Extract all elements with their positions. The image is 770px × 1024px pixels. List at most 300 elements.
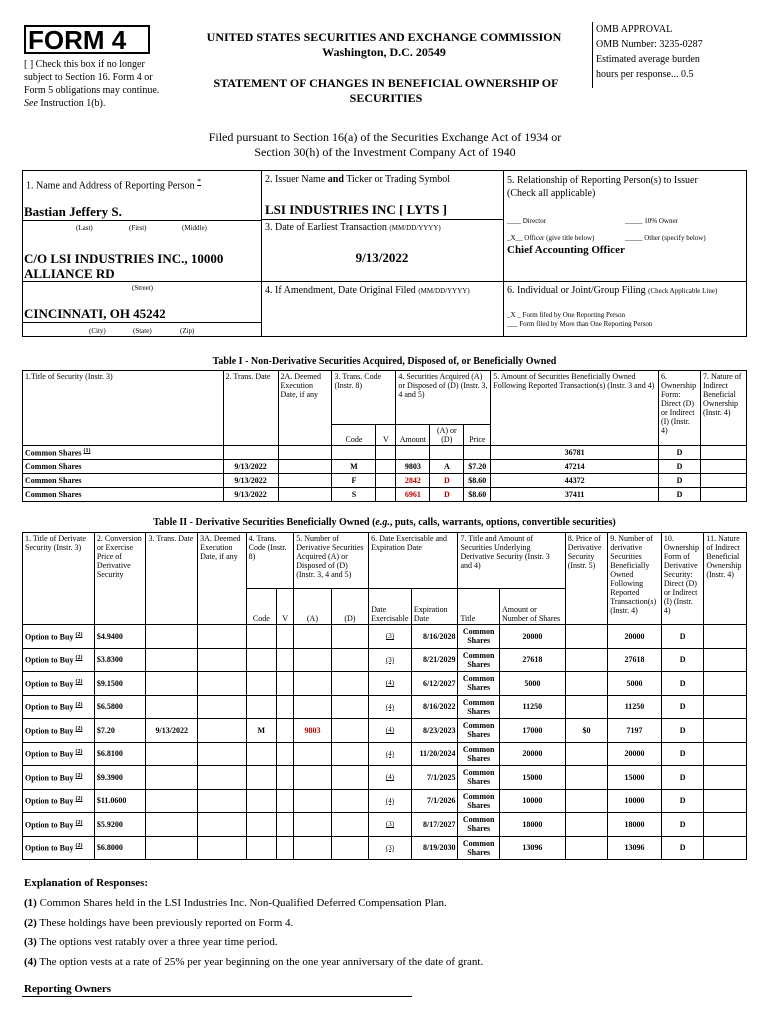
t2-h4: 4. Trans. Code (Instr. 8) <box>246 533 294 589</box>
t2-price <box>94 789 146 813</box>
t2-form-text: D <box>679 725 686 735</box>
t2-exp <box>411 672 458 696</box>
t2-exer <box>369 836 412 860</box>
filed-pursuant-1: Filed pursuant to Section 16(a) of the Securities Exchange Act of 1934 or <box>208 130 562 144</box>
t2-h7: 7. Title and Amount of Securities Underlying Derivative Security (Instr. 3 and 4) <box>458 533 565 589</box>
t2-owned-text: 18000 <box>624 819 645 829</box>
t1-nature <box>700 474 746 488</box>
t2-deemed <box>198 789 247 813</box>
t2-nature <box>704 648 747 672</box>
t1-date-text: 9/13/2022 <box>234 476 267 485</box>
agency-name: UNITED STATES SECURITIES AND EXCHANGE COMMISSION <box>206 30 562 44</box>
t1-sub-v: V <box>376 425 396 446</box>
t2-d <box>331 648 368 672</box>
explanation-num: (1) <box>24 897 37 909</box>
t2-code <box>246 742 276 766</box>
t1-amount-text: 9803 <box>404 462 421 471</box>
t2-date <box>146 695 198 719</box>
t2-price-text: $6.8100 <box>96 749 123 759</box>
t2-owned <box>608 742 662 766</box>
t2-a <box>294 789 331 813</box>
t1-h4: 4. Securities Acquired (A) or Disposed of (D) (Instr. 3, 4 and 5) <box>396 371 491 425</box>
table2-row <box>23 625 747 649</box>
t2-owned-text: 13096 <box>624 843 645 853</box>
t1-price-text: $8.60 <box>468 490 487 499</box>
check-box-text: [ ] Check this box if no longer subject to Section 16. Form 4 or Form 5 obligations may continue. <box>24 59 160 96</box>
t2-amt <box>499 742 565 766</box>
t2-amt-text: 11250 <box>522 702 543 712</box>
t2-owned <box>608 789 662 813</box>
t2-exp <box>411 648 458 672</box>
footnote-link[interactable]: (2) <box>75 702 83 709</box>
table2-row <box>23 695 747 719</box>
t1-owned-text: 36781 <box>564 448 585 457</box>
issuer-name: LSI INDUSTRIES INC [ LYTS ] <box>265 202 447 217</box>
t2-v <box>277 695 294 719</box>
t1-form <box>658 474 700 488</box>
t2-nature <box>704 719 747 743</box>
t2-d <box>331 625 368 649</box>
t2-amt <box>499 789 565 813</box>
t1-ad <box>430 488 464 502</box>
exercisable-footnote-link[interactable]: (3) <box>385 632 395 641</box>
t1-price <box>464 446 491 460</box>
t2-amt-text: 20000 <box>522 749 543 759</box>
t2-exp <box>411 695 458 719</box>
table1-row <box>23 460 747 474</box>
t2-form <box>661 836 704 860</box>
t2-price-text: $11.0600 <box>96 796 127 806</box>
t2-deemed <box>198 742 247 766</box>
t2-deemed <box>198 766 247 790</box>
t2-a <box>294 813 331 837</box>
t1-sub-amount: Amount <box>396 425 430 446</box>
t1-nature <box>700 446 746 460</box>
t2-ut-text: Common Shares <box>462 674 495 693</box>
filed-pursuant-2: Section 30(h) of the Investment Company Act of 1940 <box>254 145 516 159</box>
first-label: (First) <box>129 224 147 232</box>
footnote-link[interactable]: (1) <box>83 448 91 455</box>
exercisable-footnote-link[interactable]: (4) <box>385 726 395 735</box>
exercisable-footnote-link[interactable]: (4) <box>385 796 395 805</box>
t2-amt <box>499 648 565 672</box>
t2-exer <box>369 789 412 813</box>
exercisable-footnote-link[interactable]: (4) <box>385 702 395 711</box>
table1-row <box>23 488 747 502</box>
instruction-ref: Instruction 1(b). <box>40 98 106 109</box>
t2-exp-text: 7/1/2026 <box>427 796 456 806</box>
t1-ad-text: A <box>443 462 450 471</box>
t2-p8 <box>565 766 608 790</box>
t1-date <box>223 474 278 488</box>
t1-sub-code: Code <box>332 425 376 446</box>
t2-owned <box>608 766 662 790</box>
t2-sub-d: (D) <box>331 589 368 625</box>
t2-title-text: Option to Buy <box>25 773 74 783</box>
t2-title <box>23 625 95 649</box>
t2-amt-text: 15000 <box>522 772 543 782</box>
t2-a <box>294 719 331 743</box>
t2-ut <box>458 836 499 860</box>
table2-row <box>23 672 747 696</box>
t2-nature <box>704 672 747 696</box>
omb-approval: OMB APPROVAL <box>596 24 673 35</box>
omb-box <box>596 22 756 82</box>
exercisable-footnote-link[interactable]: (3) <box>385 655 395 664</box>
box4-label: 4. If Amendment, Date Original Filed (MM/DD/YYYY) <box>265 285 470 296</box>
t1-h6: 6. Ownership Form: Direct (D) or Indirect (I) (Instr. 4) <box>658 371 700 446</box>
ten-pct-owner-option: _____ 10% Owner <box>625 217 678 225</box>
t1-title <box>23 474 224 488</box>
t2-code <box>246 813 276 837</box>
t1-h2a: 2A. Deemed Execution Date, if any <box>278 371 332 446</box>
t2-p8 <box>565 789 608 813</box>
footnote-link[interactable]: (2) <box>75 843 83 850</box>
t2-ut-text: Common Shares <box>462 721 495 740</box>
t2-amt <box>499 672 565 696</box>
t2-v <box>277 836 294 860</box>
footnote-link[interactable]: (2) <box>75 655 83 662</box>
footnote-link[interactable]: (2) <box>75 772 83 779</box>
t2-exer <box>369 625 412 649</box>
t2-v <box>277 625 294 649</box>
footnote-star-link[interactable]: * <box>197 177 202 186</box>
t2-p8 <box>565 813 608 837</box>
reporting-city: CINCINNATI, OH 45242 <box>24 306 166 321</box>
t2-deemed <box>198 836 247 860</box>
t2-amt-text: 18000 <box>522 819 543 829</box>
table2-row <box>23 766 747 790</box>
t2-amt <box>499 836 565 860</box>
t2-p8 <box>565 625 608 649</box>
exercisable-footnote-link[interactable]: (3) <box>385 843 395 852</box>
statement-title: STATEMENT OF CHANGES IN BENEFICIAL OWNERSHIP OF SECURITIES <box>213 76 559 105</box>
t1-h1: 1.Title of Security (Instr. 3) <box>23 371 224 446</box>
t2-form <box>661 672 704 696</box>
t2-v <box>277 766 294 790</box>
t2-exer <box>369 813 412 837</box>
t2-price <box>94 742 146 766</box>
t2-p8 <box>565 648 608 672</box>
t2-exp <box>411 813 458 837</box>
t2-ut-text: Common Shares <box>462 744 495 763</box>
t2-sub-a: (A) <box>294 589 331 625</box>
t2-deemed <box>198 719 247 743</box>
t2-a <box>294 742 331 766</box>
last-label: (Last) <box>76 224 93 232</box>
t2-amt <box>499 813 565 837</box>
reporting-person-name: Bastian Jeffery S. <box>24 204 122 219</box>
t1-nature <box>700 460 746 474</box>
t1-date <box>223 446 278 460</box>
t1-sub-ad: (A) or (D) <box>430 425 464 446</box>
t2-h1: 1. Title of Derivate Security (Instr. 3) <box>23 533 95 625</box>
t2-date <box>146 625 198 649</box>
footnote-link[interactable]: (2) <box>75 819 83 826</box>
footnote-link[interactable]: (2) <box>75 725 83 732</box>
t2-d <box>331 813 368 837</box>
t2-amt-text: 27618 <box>522 655 543 665</box>
footnote-link[interactable]: (2) <box>75 631 83 638</box>
t2-title <box>23 695 95 719</box>
t1-price <box>464 474 491 488</box>
t2-exp <box>411 766 458 790</box>
t1-form-text: D <box>676 462 683 471</box>
t2-amt-text: 20000 <box>522 631 543 641</box>
table2-row <box>23 719 747 743</box>
t2-p8 <box>565 672 608 696</box>
t2-nature <box>704 695 747 719</box>
t2-ut <box>458 695 499 719</box>
t1-owned-text: 37411 <box>564 490 585 499</box>
t2-d <box>331 766 368 790</box>
exercisable-footnote-link[interactable]: (4) <box>385 773 395 782</box>
t2-date <box>146 766 198 790</box>
t2-price-text: $6.5800 <box>96 702 123 712</box>
t2-a <box>294 648 331 672</box>
t2-p8 <box>565 695 608 719</box>
t2-sub-code: Code <box>246 589 276 625</box>
t2-h5: 5. Number of Derivative Securities Acquired (A) or Disposed of (D) (Instr. 3, 4 and 5) <box>294 533 369 589</box>
t2-owned-text: 10000 <box>624 796 645 806</box>
footnote-link[interactable]: (2) <box>75 749 83 756</box>
table2-row <box>23 742 747 766</box>
t2-price <box>94 813 146 837</box>
exercisable-footnote-link[interactable]: (4) <box>385 749 395 758</box>
t2-h6: 6. Date Exercisable and Expiration Date <box>369 533 458 589</box>
t1-code <box>332 474 376 488</box>
t1-v <box>376 474 396 488</box>
t2-price <box>94 648 146 672</box>
t2-code <box>246 648 276 672</box>
t2-owned-text: 15000 <box>624 772 645 782</box>
t1-h3: 3. Trans. Code (Instr. 8) <box>332 371 396 425</box>
t2-form-text: D <box>679 796 686 806</box>
t2-ut <box>458 789 499 813</box>
table1-title: Table I - Non-Derivative Securities Acquired, Disposed of, or Beneficially Owned <box>212 356 557 367</box>
t2-code <box>246 625 276 649</box>
explanation-item <box>24 953 744 973</box>
check-box-note <box>24 58 174 110</box>
t1-title-text: Common Shares <box>25 476 82 485</box>
street-label: (Street) <box>132 284 153 292</box>
t2-ut-text: Common Shares <box>462 838 495 857</box>
t2-form-text: D <box>679 655 686 665</box>
t2-amt <box>499 766 565 790</box>
t2-sub-exer: Date Exercisable <box>369 589 412 625</box>
t2-owned-text: 7197 <box>626 725 643 735</box>
exercisable-footnote-link[interactable]: (3) <box>385 820 395 829</box>
t1-form-text: D <box>676 490 683 499</box>
explanation-num: (2) <box>24 916 37 929</box>
t2-ut-text: Common Shares <box>462 768 495 787</box>
footnote-link[interactable]: (2) <box>75 678 83 685</box>
t2-exp-text: 8/16/2028 <box>423 631 456 641</box>
t2-owned-text: 20000 <box>624 631 645 641</box>
t2-title <box>23 672 95 696</box>
t2-a <box>294 695 331 719</box>
t1-form-text: D <box>676 448 683 457</box>
t2-d <box>331 672 368 696</box>
t2-ut <box>458 719 499 743</box>
t2-h3: 3. Trans. Date <box>146 533 198 625</box>
t2-title-text: Option to Buy <box>25 656 74 666</box>
t2-h10: 10. Ownership Form of Derivative Security: Direct (D) or Indirect (I) (Instr. 4) <box>661 533 704 625</box>
t1-code-text: S <box>351 490 357 499</box>
t2-owned-text: 5000 <box>626 678 643 688</box>
t1-price-text: $8.60 <box>468 476 487 485</box>
t2-form <box>661 789 704 813</box>
t1-ad <box>430 474 464 488</box>
t2-ut <box>458 648 499 672</box>
t1-h7: 7. Nature of Indirect Beneficial Ownership (Instr. 4) <box>700 371 746 446</box>
t2-deemed <box>198 625 247 649</box>
explanation-item <box>24 933 744 953</box>
t1-ad-text: D <box>443 490 450 499</box>
t1-amount <box>396 460 430 474</box>
t2-code <box>246 836 276 860</box>
t2-form <box>661 648 704 672</box>
t2-date <box>146 719 198 743</box>
t2-price-text: $7.20 <box>96 725 115 735</box>
t2-v <box>277 789 294 813</box>
t2-exp-text: 11/20/2024 <box>419 749 456 759</box>
t2-sub-title: Title <box>458 589 499 625</box>
explanation-text: Common Shares held in the LSI Industries Inc. Non-Qualified Deferred Compensation Plan. <box>39 897 447 909</box>
director-option: ____ Director <box>507 217 547 225</box>
t1-v <box>376 488 396 502</box>
t2-title <box>23 648 95 672</box>
t1-ad <box>430 446 464 460</box>
t1-v <box>376 460 396 474</box>
t2-title-text: Option to Buy <box>25 703 74 713</box>
t2-ut <box>458 742 499 766</box>
t1-sub-price: Price <box>464 425 491 446</box>
t1-deemed <box>278 460 332 474</box>
explanation-title: Explanation of Responses: <box>24 877 149 889</box>
box1-label: 1. Name and Address of Reporting Person * <box>26 177 202 192</box>
t2-title <box>23 719 95 743</box>
t2-h11: 11. Nature of Indirect Beneficial Ownership (Instr. 4) <box>704 533 747 625</box>
t1-code-text: F <box>351 476 357 485</box>
t2-code <box>246 789 276 813</box>
explanation-num: (4) <box>24 955 37 968</box>
t1-date <box>223 488 278 502</box>
table1 <box>22 370 747 502</box>
t2-date <box>146 813 198 837</box>
t2-nature <box>704 625 747 649</box>
t1-code-text: M <box>350 462 358 471</box>
box6-label: 6. Individual or Joint/Group Filing (Check Applicable Line) <box>507 285 718 296</box>
box5-label: 5. Relationship of Reporting Person(s) to Issuer (Check all applicable) <box>507 175 698 199</box>
t2-nature <box>704 813 747 837</box>
t2-ut-text: Common Shares <box>462 697 495 716</box>
explanation-text: These holdings have been previously reported on Form 4. <box>39 916 294 929</box>
t2-title <box>23 813 95 837</box>
t2-exp-text: 8/23/2023 <box>423 725 456 735</box>
box2-label: 2. Issuer Name and Ticker or Trading Symbol <box>265 174 451 185</box>
t2-form <box>661 719 704 743</box>
t1-date-text: 9/13/2022 <box>234 490 267 499</box>
t2-v <box>277 648 294 672</box>
t2-nature <box>704 789 747 813</box>
t2-p8 <box>565 836 608 860</box>
t2-owned-text: 11250 <box>624 702 645 712</box>
t2-title <box>23 742 95 766</box>
exercisable-footnote-link[interactable]: (4) <box>385 679 395 688</box>
t1-code <box>332 460 376 474</box>
t1-title-text: Common Shares <box>25 462 82 471</box>
t2-deemed <box>198 648 247 672</box>
t2-exp <box>411 719 458 743</box>
t2-price-text: $3.8300 <box>96 655 123 665</box>
t1-owned <box>491 474 659 488</box>
t1-ad-text: D <box>443 476 450 485</box>
t2-exer <box>369 695 412 719</box>
t2-deemed <box>198 813 247 837</box>
t1-amount-text: 6961 <box>404 490 421 499</box>
t2-p8-text: $0 <box>582 725 591 735</box>
t1-amount <box>396 446 430 460</box>
table2-title: Table II - Derivative Securities Beneficially Owned (e.g., puts, calls, warrants, options, convertible securities) <box>153 517 616 528</box>
explanation-num: (3) <box>24 936 37 948</box>
t2-price <box>94 625 146 649</box>
t2-sub-v: V <box>277 589 294 625</box>
t2-nature <box>704 742 747 766</box>
table1-row <box>23 474 747 488</box>
t2-form-text: D <box>679 702 686 712</box>
t2-amt <box>499 695 565 719</box>
middle-label: (Middle) <box>182 224 207 232</box>
t2-exp-text: 8/21/2029 <box>423 655 456 665</box>
footnote-link[interactable]: (2) <box>75 796 83 803</box>
see-word: See <box>24 98 38 109</box>
other-option: _____ Other (specify below) <box>625 234 706 242</box>
t2-a-text: 9803 <box>304 725 321 735</box>
t1-title-text: Common Shares <box>25 448 82 458</box>
table2-row <box>23 648 747 672</box>
t2-price-text: $9.3900 <box>96 772 123 782</box>
t2-title <box>23 836 95 860</box>
form-title: FORM 4 <box>28 25 127 55</box>
t1-owned-text: 44372 <box>564 476 585 485</box>
t1-nature <box>700 488 746 502</box>
t2-owned <box>608 813 662 837</box>
explanation-list <box>24 894 744 972</box>
t1-date-text: 9/13/2022 <box>234 462 267 471</box>
t2-d <box>331 695 368 719</box>
t2-ut-text: Common Shares <box>462 627 495 646</box>
t2-exp-text: 8/17/2027 <box>423 819 456 829</box>
table2-row <box>23 789 747 813</box>
omb-divider <box>592 22 593 88</box>
t1-ad <box>430 460 464 474</box>
t2-exer <box>369 742 412 766</box>
t2-sub-amt: Amount or Number of Shares <box>499 589 565 625</box>
t2-code-text: M <box>257 725 266 735</box>
t2-owned <box>608 672 662 696</box>
t2-title-text: Option to Buy <box>25 820 74 830</box>
explanation-item <box>24 914 744 934</box>
t2-amt <box>499 719 565 743</box>
more-persons-option: ___ Form filed by More than One Reporting Person <box>507 320 653 328</box>
t1-owned <box>491 488 659 502</box>
t2-date <box>146 648 198 672</box>
t2-form-text: D <box>679 678 686 688</box>
t2-price <box>94 766 146 790</box>
t1-date <box>223 460 278 474</box>
t2-h3a: 3A. Deemed Execution Date, if any <box>198 533 247 625</box>
